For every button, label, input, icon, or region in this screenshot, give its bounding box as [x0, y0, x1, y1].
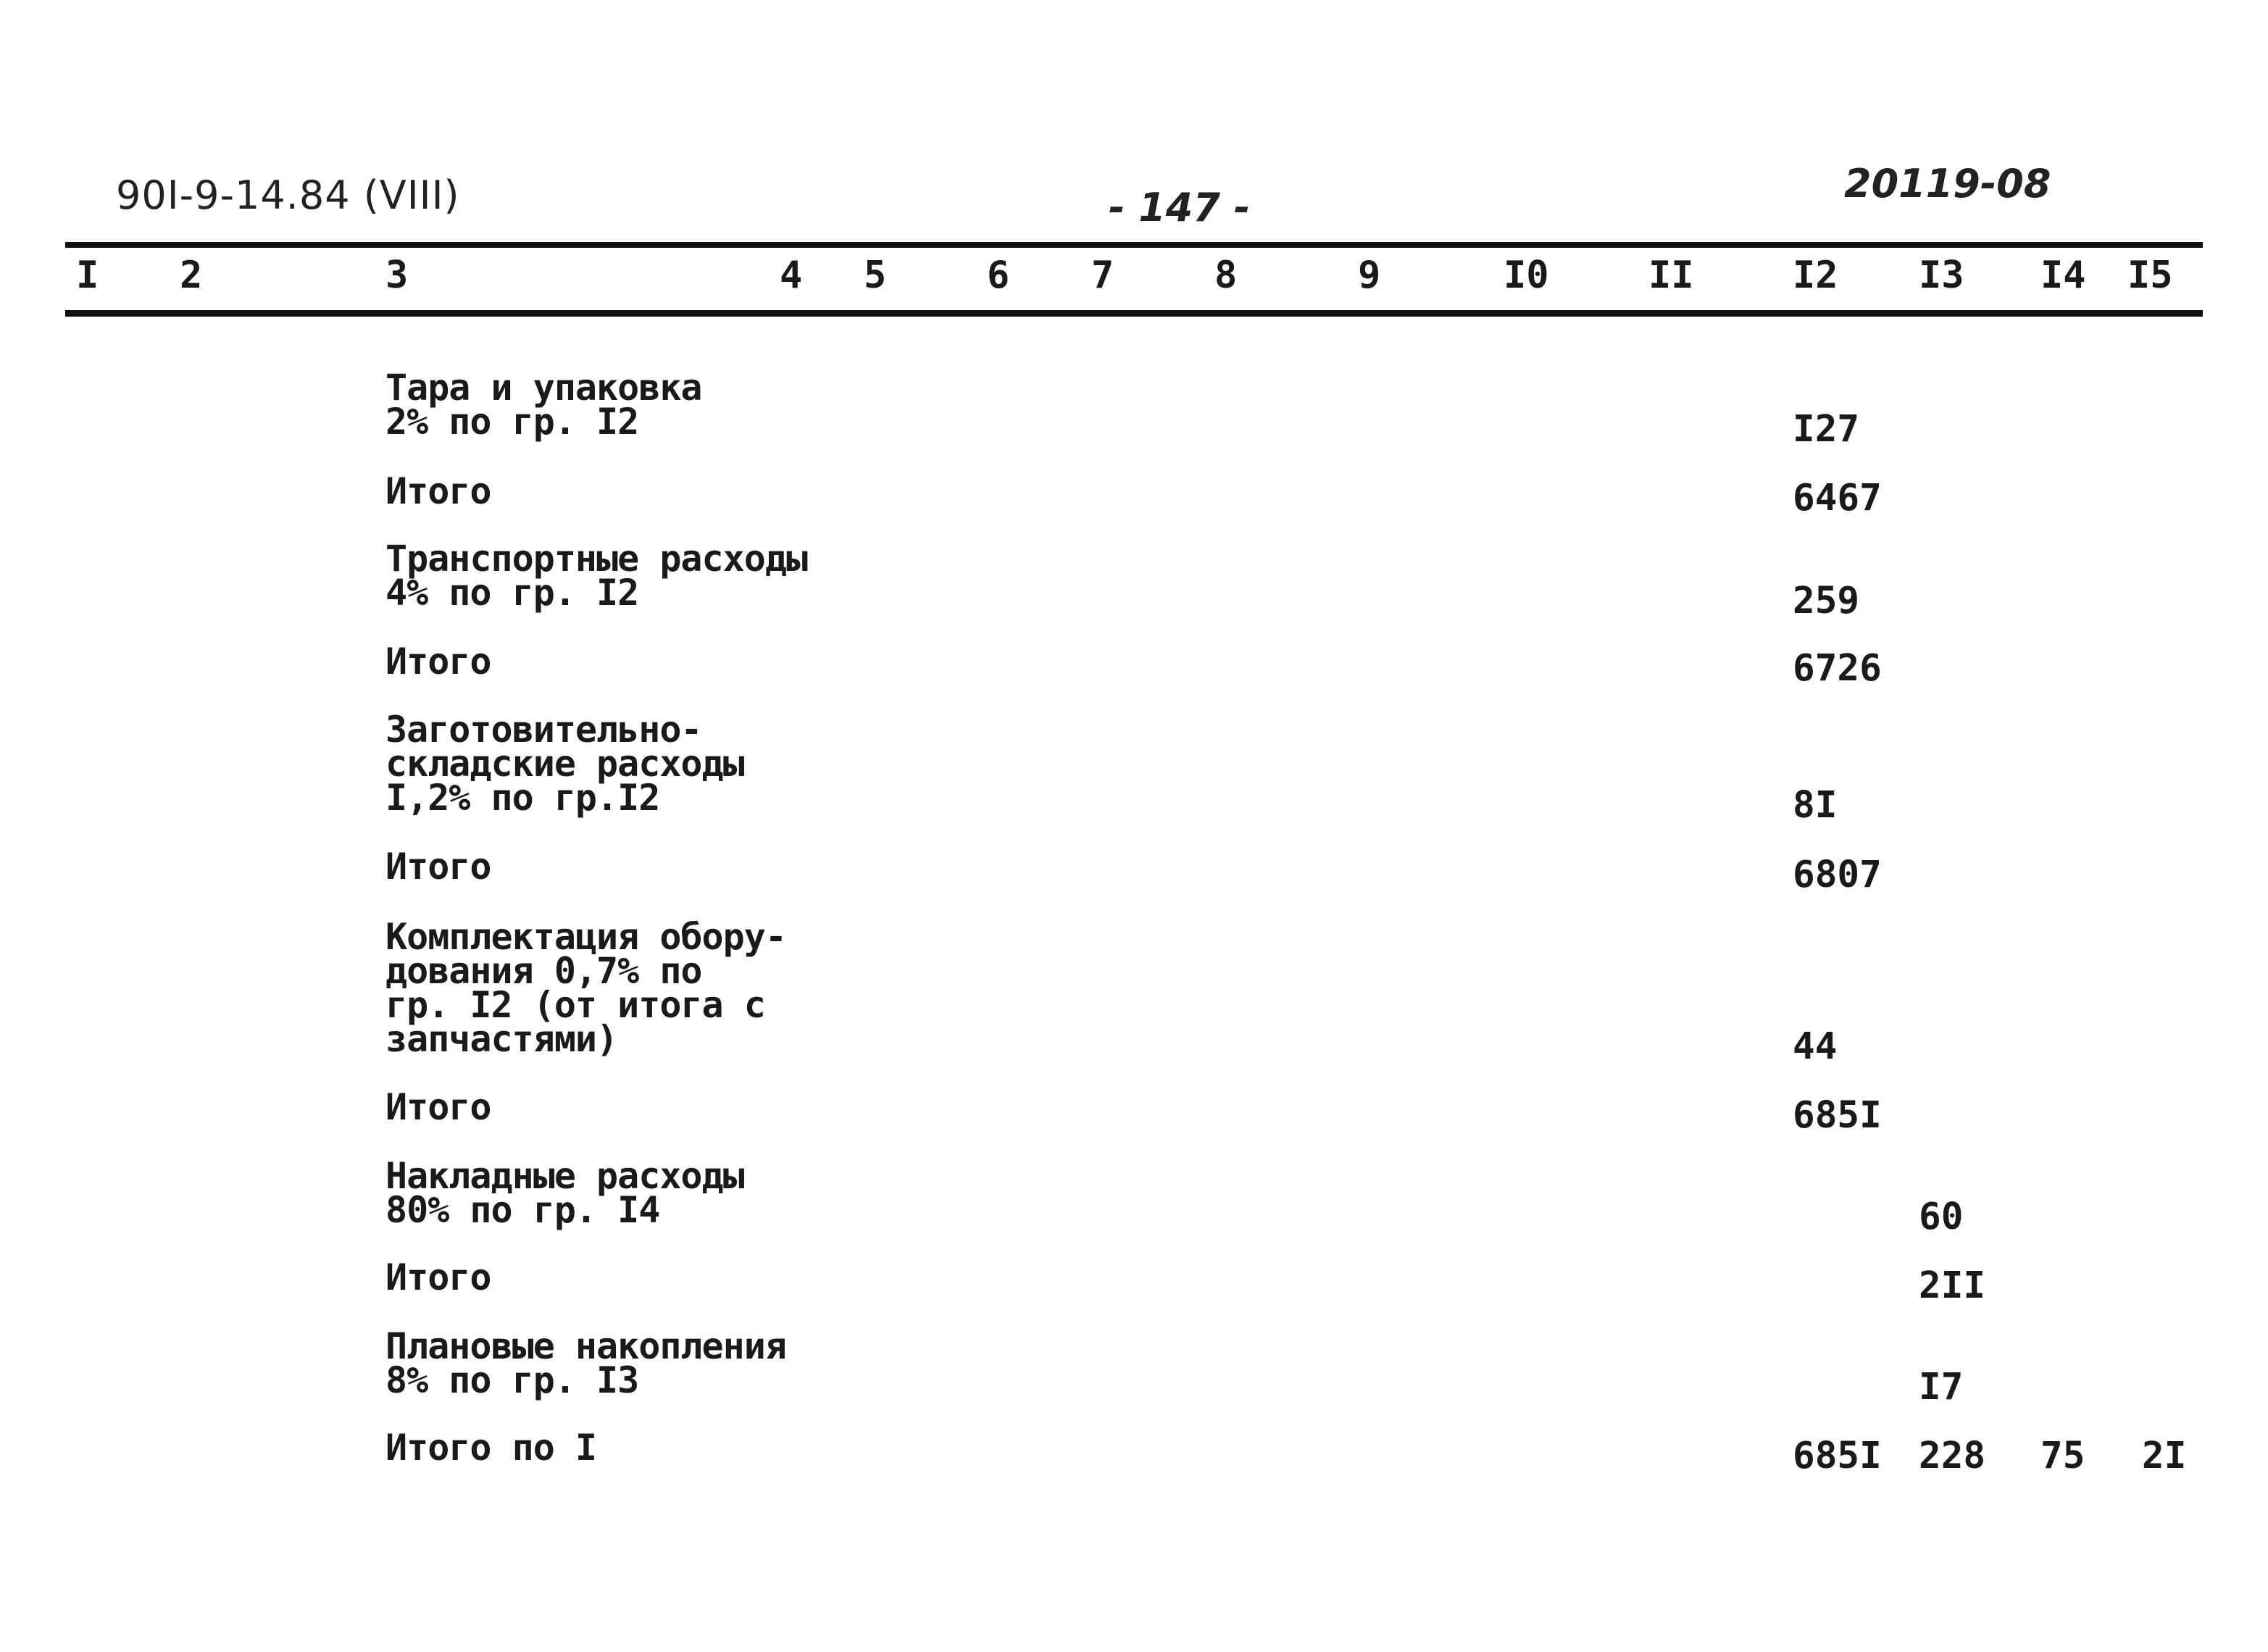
row-label: Итого — [385, 1086, 491, 1128]
column-number: 9 — [1358, 254, 1381, 297]
column-number: I0 — [1504, 254, 1549, 297]
cell-col-12: 685I — [1793, 1094, 1882, 1137]
column-number: 6 — [987, 254, 1010, 297]
column-number: 2 — [180, 254, 203, 297]
sheet-code: 20119-08 — [1844, 161, 2051, 206]
cell-col-12: 8I — [1793, 784, 1838, 827]
row-label: Транспортные расходы 4% по гр. I2 — [385, 538, 808, 614]
cell-col-12: 6807 — [1793, 854, 1882, 896]
cell-col-14: 75 — [2040, 1435, 2085, 1477]
column-number: 3 — [385, 254, 409, 297]
column-number: 8 — [1214, 254, 1238, 297]
cell-col-13: 2II — [1919, 1264, 1986, 1307]
cell-col-13: I7 — [1919, 1366, 1964, 1409]
row-label: Итого — [385, 1256, 491, 1298]
row-label: Итого по I — [385, 1427, 597, 1469]
document-code: 90I-9-14.84 (VIII) — [116, 172, 460, 218]
header-rule-top — [65, 242, 2203, 248]
row-label: Итого — [385, 641, 491, 683]
row-label: Итого — [385, 846, 491, 888]
row-label: Накладные расходы 80% по гр. I4 — [385, 1155, 744, 1231]
row-label: Заготовительно- складские расходы I,2% по гр.I2 — [385, 709, 744, 819]
row-label: Итого — [385, 470, 491, 512]
row-label: Плановые накопления 8% по гр. I3 — [385, 1325, 786, 1401]
cell-col-13: 60 — [1919, 1196, 1964, 1238]
column-number: I2 — [1793, 254, 1838, 297]
cell-col-12: 685I — [1793, 1435, 1882, 1477]
column-number: 7 — [1091, 254, 1114, 297]
column-number: I3 — [1919, 254, 1964, 297]
row-label: Комплектация обору- дования 0,7% по гр. I2 (от итога с запчастями) — [385, 916, 786, 1060]
column-number: I — [76, 254, 99, 297]
cell-col-12: 6467 — [1793, 477, 1882, 520]
column-number: I5 — [2127, 254, 2173, 297]
cell-col-15: 2I — [2142, 1435, 2187, 1477]
column-number: 4 — [780, 254, 803, 297]
cell-col-12: 259 — [1793, 580, 1860, 622]
page-number: - 147 - — [1109, 185, 1251, 230]
cell-col-12: 6726 — [1793, 647, 1882, 690]
column-number: II — [1648, 254, 1694, 297]
column-number: 5 — [864, 254, 887, 297]
cell-col-12: I27 — [1793, 408, 1860, 451]
header-rule-bottom — [65, 310, 2203, 317]
cell-col-12: 44 — [1793, 1025, 1838, 1068]
row-label: Тара и упаковка 2% по гр. I2 — [385, 367, 702, 443]
cell-col-13: 228 — [1919, 1435, 1986, 1477]
column-number: I4 — [2040, 254, 2086, 297]
